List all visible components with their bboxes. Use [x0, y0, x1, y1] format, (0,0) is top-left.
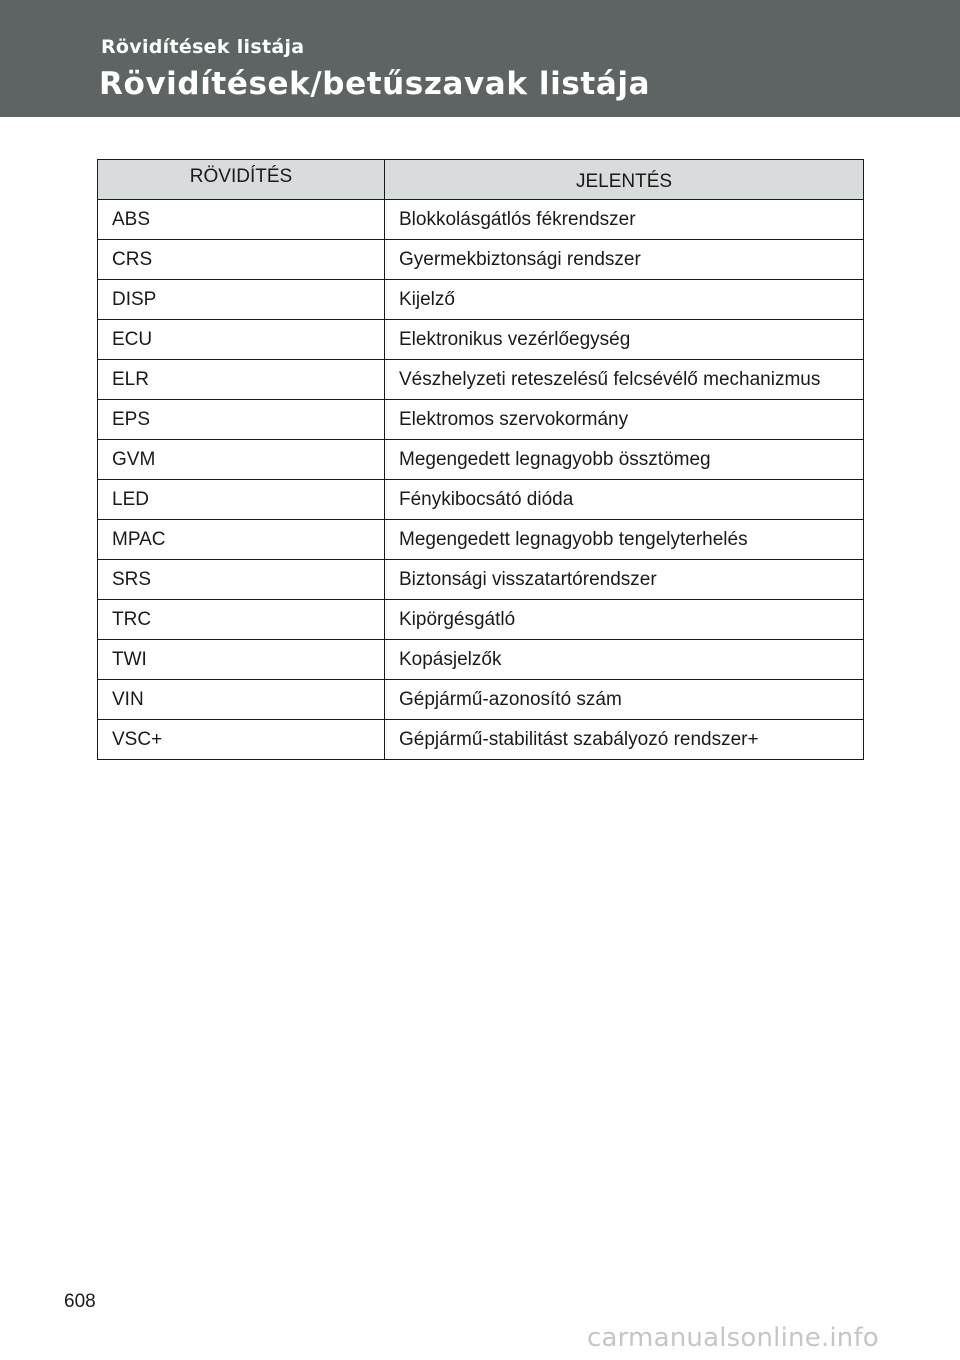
page-title: Rövidítések/betűszavak listája — [99, 66, 651, 102]
meaning-cell: Megengedett legnagyobb tengelyterhelés — [385, 520, 864, 560]
abbreviation-cell: ECU — [98, 320, 385, 360]
abbreviation-cell: ABS — [98, 200, 385, 240]
abbreviation-cell: SRS — [98, 560, 385, 600]
header-band — [0, 0, 960, 117]
column-header-meaning: JELENTÉS — [385, 160, 864, 200]
meaning-cell: Elektromos szervokormány — [385, 400, 864, 440]
meaning-cell: Megengedett legnagyobb össztömeg — [385, 440, 864, 480]
abbreviation-cell: DISP — [98, 280, 385, 320]
table-row — [98, 200, 864, 240]
table-body — [98, 200, 864, 760]
abbreviation-cell: EPS — [98, 400, 385, 440]
table-row — [98, 680, 864, 720]
table-row — [98, 440, 864, 480]
abbreviation-cell: VSC+ — [98, 720, 385, 760]
table-row — [98, 360, 864, 400]
table-row — [98, 640, 864, 680]
table-row — [98, 560, 864, 600]
table-header-row — [98, 160, 864, 200]
abbreviation-cell: VIN — [98, 680, 385, 720]
table-row — [98, 720, 864, 760]
page-number: 608 — [64, 1291, 96, 1312]
meaning-cell: Kopásjelzők — [385, 640, 864, 680]
abbreviation-cell: ELR — [98, 360, 385, 400]
meaning-cell: Gépjármű-azonosító szám — [385, 680, 864, 720]
meaning-cell: Gyermekbiztonsági rendszer — [385, 240, 864, 280]
column-header-abbreviation: RÖVIDÍTÉS — [98, 160, 385, 200]
meaning-cell: Kijelző — [385, 280, 864, 320]
abbreviation-cell: TWI — [98, 640, 385, 680]
meaning-cell: Elektronikus vezérlőegység — [385, 320, 864, 360]
meaning-cell: Kipörgésgátló — [385, 600, 864, 640]
meaning-cell: Gépjármű-stabilitást szabályozó rendszer+ — [385, 720, 864, 760]
table-row — [98, 400, 864, 440]
meaning-cell: Fénykibocsátó dióda — [385, 480, 864, 520]
abbreviation-cell: LED — [98, 480, 385, 520]
abbreviation-table — [97, 159, 864, 760]
abbreviation-cell: GVM — [98, 440, 385, 480]
meaning-cell: Blokkolásgátlós fékrendszer — [385, 200, 864, 240]
table-row — [98, 280, 864, 320]
section-label: Rövidítések listája — [101, 36, 305, 58]
table-row — [98, 320, 864, 360]
table-row — [98, 520, 864, 560]
table-row — [98, 240, 864, 280]
abbreviation-cell: TRC — [98, 600, 385, 640]
watermark: carmanualsonline.info — [587, 1323, 879, 1353]
table-row — [98, 480, 864, 520]
meaning-cell: Biztonsági visszatartórendszer — [385, 560, 864, 600]
meaning-cell: Vészhelyzeti reteszelésű felcsévélő mechanizmus — [385, 360, 864, 400]
table-row — [98, 600, 864, 640]
abbreviation-cell: CRS — [98, 240, 385, 280]
abbreviation-cell: MPAC — [98, 520, 385, 560]
